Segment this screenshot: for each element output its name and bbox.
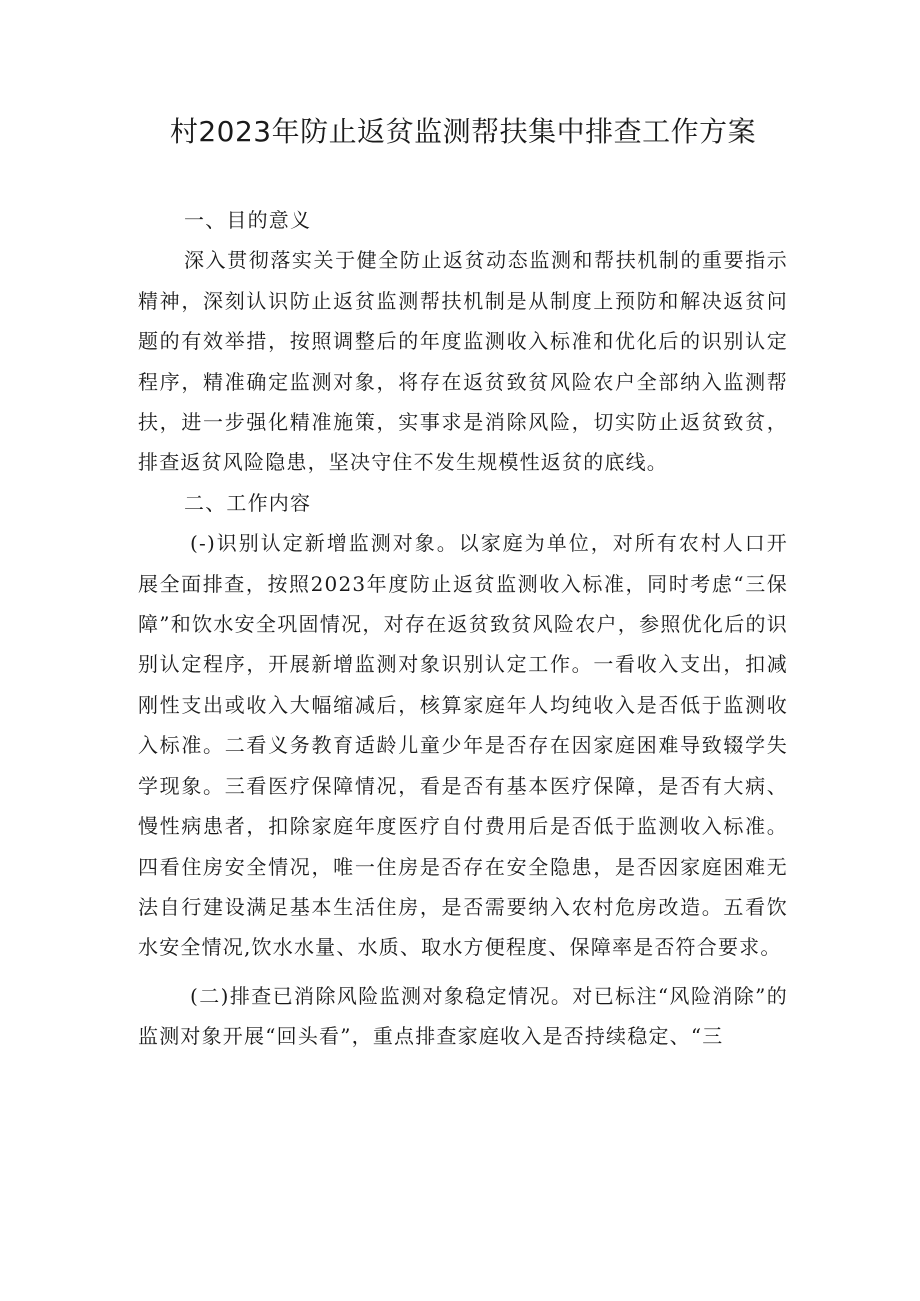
paragraph-spacer <box>138 968 788 976</box>
section-paragraph: (-)识别认定新增监测对象。以家庭为单位，对所有农村人口开展全面排查，按照2023年度防止返贫监测收入标准，同时考虑“三保障”和饮水安全巩固情况，对存在返贫致贫风险农户，参照优化后的识别认定程序，开展新增监测对象识别认定工作。一看收入支出，扣减刚性支出或收入大幅缩减后，核算家庭年人均纯收入是否低于监测收入标准。二看义务教育适龄儿童少年是否存在因家庭困难导致辍学失学现象。三看医疗保障情况，看是否有基本医疗保障，是否有大病、慢性病患者，扣除家庭年度医疗自付费用后是否低于监测收入标准。四看住房安全情况，唯一住房是否存在安全隐患，是否因家庭困难无法自行建设满足基本生活住房，是否需要纳入农村危房改造。五看饮水安全情况,饮水水量、水质、取水方便程度、保障率是否符合要求。 <box>138 531 788 960</box>
section-paragraph: 深入贯彻落实关于健全防止返贫动态监测和帮扶机制的重要指示精神，深刻认识防止返贫监测帮扶机制是从制度上预防和解决返贫问题的有效举措，按照调整后的年度监测收入标准和优化后的识别认定程序，精准确定监测对象，将存在返贫致贫风险农户全部纳入监测帮扶，进一步强化精准施策，实事求是消除风险，切实防止返贫致贫，排查返贫风险隐患，坚决守住不发生规模性返贫的底线。 <box>138 248 788 475</box>
section-heading: 一、目的意义 <box>184 208 312 232</box>
document-title: 村2023年防止返贫监测帮扶集中排查工作方案 <box>169 115 757 148</box>
section-paragraph: (二)排查已消除风险监测对象稳定情况。对已标注“风险消除”的监测对象开展“回头看”，重点排查家庭收入是否持续稳定、“三 <box>138 983 788 1049</box>
section-heading: 二、工作内容 <box>184 490 312 515</box>
section-work-content <box>138 483 788 1057</box>
section-purpose <box>138 200 788 483</box>
